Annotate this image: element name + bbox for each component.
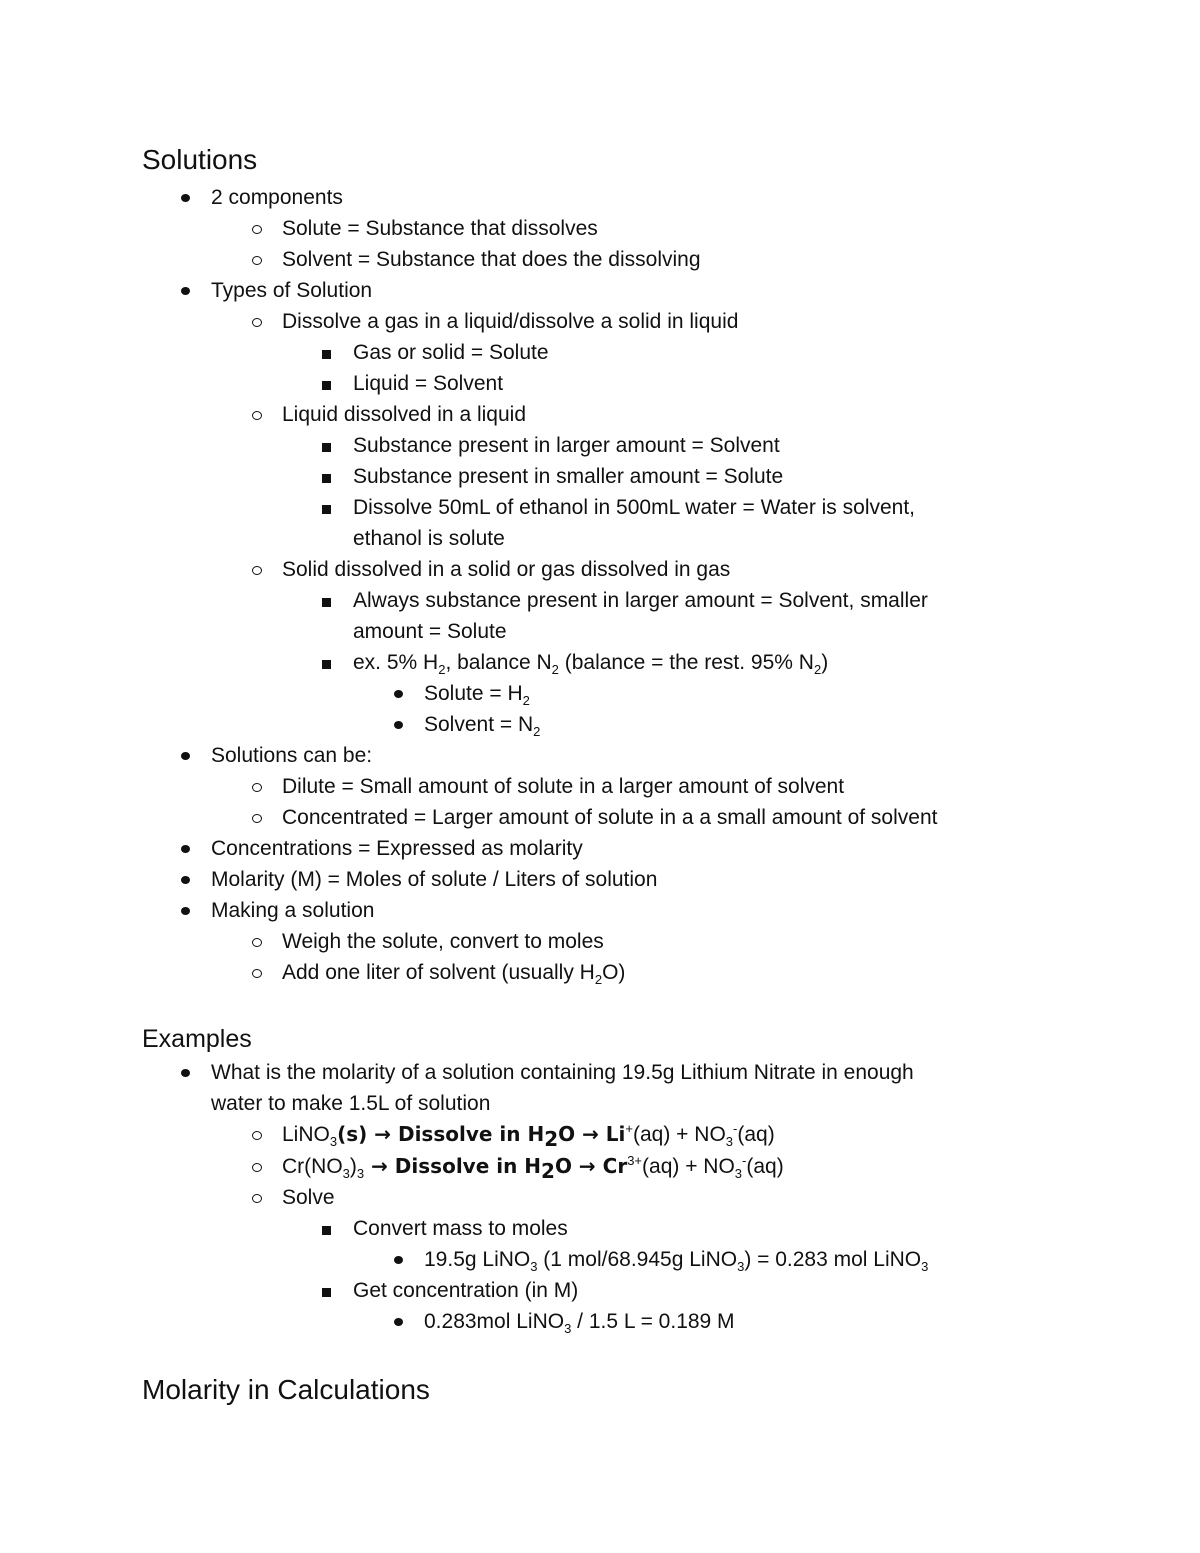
bullet-icon (389, 1244, 409, 1275)
square-bullet-icon (318, 461, 338, 492)
list-item: Substance present in smaller amount = Solute (318, 461, 783, 492)
square-bullet-icon (318, 647, 338, 678)
circle-bullet-icon (247, 771, 267, 802)
circle-bullet-icon (247, 802, 267, 833)
list-item-continuation: ethanol is solute (353, 527, 505, 550)
bullet-icon (176, 833, 196, 864)
list-item: Molarity (M) = Moles of solute / Liters of solution (176, 864, 657, 895)
square-bullet-icon (318, 337, 338, 368)
bullet-icon (389, 709, 409, 740)
circle-bullet-icon (247, 1182, 267, 1213)
list-item: Weigh the solute, convert to moles (247, 926, 604, 957)
list-item: Get concentration (in M) (318, 1275, 578, 1306)
list-item: Solvent = $N_2$ (389, 709, 540, 740)
list-item-continuation: water to make 1.5L of solution (211, 1092, 491, 1115)
bullet-icon (389, 678, 409, 709)
square-bullet-icon (318, 585, 338, 616)
list-item: Solid dissolved in a solid or gas dissolved in gas (247, 554, 730, 585)
list-item-continuation: amount = Solute (353, 620, 507, 643)
list-item: Gas or solid = Solute (318, 337, 549, 368)
circle-bullet-icon (247, 926, 267, 957)
list-item: Dissolve 50mL of ethanol in 500mL water = Water is solvent, (318, 492, 915, 523)
list-item: Solve (247, 1182, 335, 1213)
circle-bullet-icon (247, 554, 267, 585)
list-item: 0.283mol LiNO$_3$ / 1.5 L = 0.189 M (389, 1306, 735, 1337)
bullet-icon (176, 1057, 196, 1088)
bullet-icon (176, 895, 196, 926)
square-bullet-icon (318, 492, 338, 523)
list-item: Concentrated = Larger amount of solute in a a small amount of solvent (247, 802, 937, 833)
circle-bullet-icon (247, 957, 267, 988)
bullet-icon (176, 740, 196, 771)
list-item: Types of Solution (176, 275, 372, 306)
circle-bullet-icon (247, 306, 267, 337)
list-item: Solute = $H_2$ (389, 678, 530, 709)
list-item: Concentrations = Expressed as molarity (176, 833, 583, 864)
list-item: Add one liter of solvent (usually $H_2O$) (247, 957, 625, 988)
circle-bullet-icon (247, 1119, 267, 1150)
bullet-icon (176, 275, 196, 306)
square-bullet-icon (318, 368, 338, 399)
list-item: Convert mass to moles (318, 1213, 568, 1244)
square-bullet-icon (318, 1213, 338, 1244)
circle-bullet-icon (247, 399, 267, 430)
list-item: $Cr(NO_3)_3$ → Dissolve in $H_2O \to Cr^{3+}(aq) + NO_3^-(aq)$ (247, 1151, 784, 1182)
list-item: Liquid = Solvent (318, 368, 503, 399)
list-item: Always substance present in larger amount = Solvent, smaller (318, 585, 928, 616)
list-item: What is the molarity of a solution containing 19.5g Lithium Nitrate in enough (176, 1057, 914, 1088)
list-item: Dilute = Small amount of solute in a larger amount of solvent (247, 771, 844, 802)
list-item: Making a solution (176, 895, 374, 926)
list-item: 19.5g LiNO$_3$ (1 mol/68.945g LiNO$_3$) = 0.283 mol LiNO$_3$ (389, 1244, 928, 1275)
bullet-icon (176, 864, 196, 895)
square-bullet-icon (318, 430, 338, 461)
list-item: ex. 5% $H_2$, balance $N_2$ (balance = the rest. 95% $N_2$) (318, 647, 828, 678)
bullet-icon (389, 1306, 409, 1337)
list-item: Liquid dissolved in a liquid (247, 399, 526, 430)
heading-molarity-in-calculations: Molarity in Calculations (142, 1374, 430, 1405)
circle-bullet-icon (247, 1151, 267, 1182)
circle-bullet-icon (247, 213, 267, 244)
circle-bullet-icon (247, 244, 267, 275)
list-item: Solute = Substance that dissolves (247, 213, 598, 244)
bullet-icon (176, 182, 196, 213)
square-bullet-icon (318, 1275, 338, 1306)
list-item: Substance present in larger amount = Solvent (318, 430, 780, 461)
list-item: Solutions can be: (176, 740, 372, 771)
heading-solutions: Solutions (142, 144, 258, 175)
list-item: 2 components (176, 182, 343, 213)
list-item: Dissolve a gas in a liquid/dissolve a solid in liquid (247, 306, 738, 337)
list-item: LiNO$_3$(s) → Dissolve in $H_2O \to Li^+(aq) + NO_3^-(aq)$ (247, 1119, 775, 1150)
list-item: Solvent = Substance that does the dissolving (247, 244, 701, 275)
heading-examples: Examples (142, 1025, 252, 1053)
